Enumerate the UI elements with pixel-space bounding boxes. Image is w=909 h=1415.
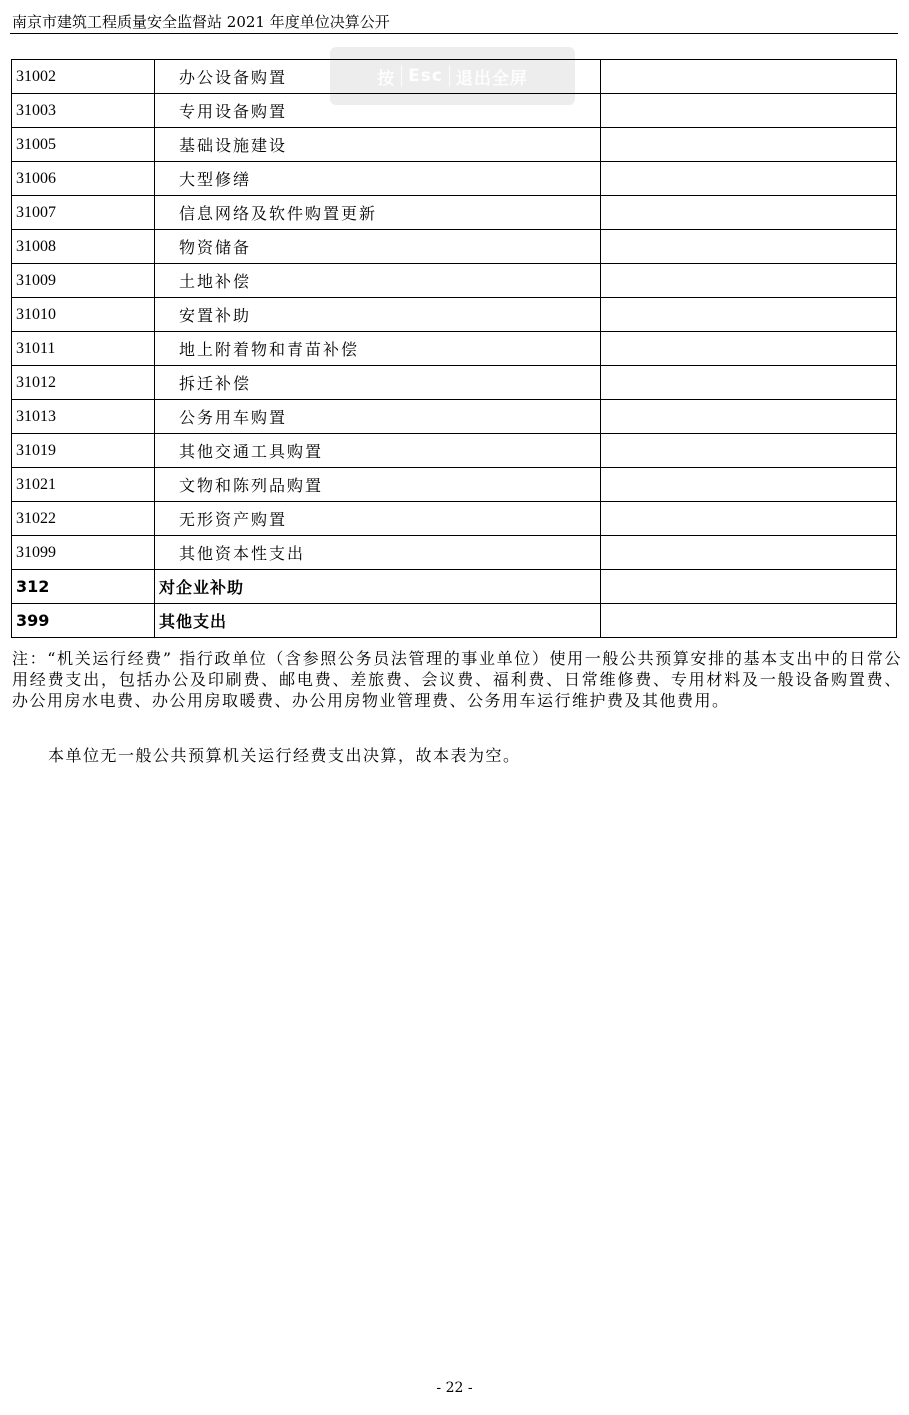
row-value <box>601 604 897 638</box>
row-value <box>601 196 897 230</box>
row-code: 399 <box>12 604 155 638</box>
row-name: 土地补偿 <box>155 264 601 298</box>
row-value <box>601 570 897 604</box>
row-name: 地上附着物和青苗补偿 <box>155 332 601 366</box>
table-row <box>12 298 897 332</box>
table-row <box>12 128 897 162</box>
row-code: 31011 <box>12 332 155 366</box>
table-row <box>12 434 897 468</box>
row-name: 大型修缮 <box>155 162 601 196</box>
row-name: 无形资产购置 <box>155 502 601 536</box>
empty-table-statement: 本单位无一般公共预算机关运行经费支出决算，故本表为空。 <box>48 746 521 765</box>
row-code: 31099 <box>12 536 155 570</box>
row-value <box>601 162 897 196</box>
hint-prefix: 按 <box>377 68 396 89</box>
exit-fullscreen-hint[interactable] <box>330 47 575 105</box>
row-name: 其他资本性支出 <box>155 536 601 570</box>
row-value <box>601 400 897 434</box>
header-divider <box>10 33 898 34</box>
row-value <box>601 502 897 536</box>
row-code: 31009 <box>12 264 155 298</box>
table-row <box>12 264 897 298</box>
row-code: 31002 <box>12 60 155 94</box>
expenditure-table <box>11 59 897 638</box>
row-name: 安置补助 <box>155 298 601 332</box>
row-name: 其他支出 <box>155 604 601 638</box>
table-row-category <box>12 604 897 638</box>
page-number: - 22 - <box>436 1380 473 1396</box>
row-value <box>601 434 897 468</box>
row-value <box>601 60 897 94</box>
table-row <box>12 162 897 196</box>
table-row <box>12 230 897 264</box>
row-value <box>601 128 897 162</box>
row-value <box>601 264 897 298</box>
table-note: 注：“机关运行经费” 指行政单位（含参照公务员法管理的事业单位）使用一般公共预算安排的基本支出中的日常公用经费支出，包括办公及印刷费、邮电费、差旅费、会议费、福利费、日常维修费、专用材料及一般设备购置费、办公用房水电费、办公用房取暖费、办公用房物业管理费、公务用车运行维护费及其他费用。 <box>12 649 902 710</box>
table-row <box>12 400 897 434</box>
table-row <box>12 366 897 400</box>
row-name: 公务用车购置 <box>155 400 601 434</box>
row-name: 办公设备购置 <box>155 60 601 94</box>
row-code: 31005 <box>12 128 155 162</box>
row-code: 31021 <box>12 468 155 502</box>
row-name: 基础设施建设 <box>155 128 601 162</box>
hint-suffix: 退出全屏 <box>455 68 528 89</box>
row-value <box>601 366 897 400</box>
row-value <box>601 468 897 502</box>
row-value <box>601 298 897 332</box>
row-code: 31006 <box>12 162 155 196</box>
row-value <box>601 536 897 570</box>
row-code: 31012 <box>12 366 155 400</box>
esc-key-label: Esc <box>401 65 450 87</box>
row-name: 专用设备购置 <box>155 94 601 128</box>
row-name: 物资储备 <box>155 230 601 264</box>
table-row <box>12 196 897 230</box>
row-value <box>601 94 897 128</box>
row-name: 信息网络及软件购置更新 <box>155 196 601 230</box>
row-code: 31010 <box>12 298 155 332</box>
row-code: 31019 <box>12 434 155 468</box>
row-value <box>601 230 897 264</box>
row-code: 31007 <box>12 196 155 230</box>
document-header: 南京市建筑工程质量安全监督站 2021 年度单位决算公开 <box>12 13 390 31</box>
row-name: 对企业补助 <box>155 570 601 604</box>
row-name: 其他交通工具购置 <box>155 434 601 468</box>
table-row <box>12 502 897 536</box>
row-code: 31022 <box>12 502 155 536</box>
row-value <box>601 332 897 366</box>
table-row-category <box>12 570 897 604</box>
row-code: 31003 <box>12 94 155 128</box>
table-row <box>12 332 897 366</box>
row-code: 312 <box>12 570 155 604</box>
table-row <box>12 468 897 502</box>
row-name: 拆迁补偿 <box>155 366 601 400</box>
row-name: 文物和陈列品购置 <box>155 468 601 502</box>
table-row <box>12 536 897 570</box>
row-code: 31013 <box>12 400 155 434</box>
row-code: 31008 <box>12 230 155 264</box>
